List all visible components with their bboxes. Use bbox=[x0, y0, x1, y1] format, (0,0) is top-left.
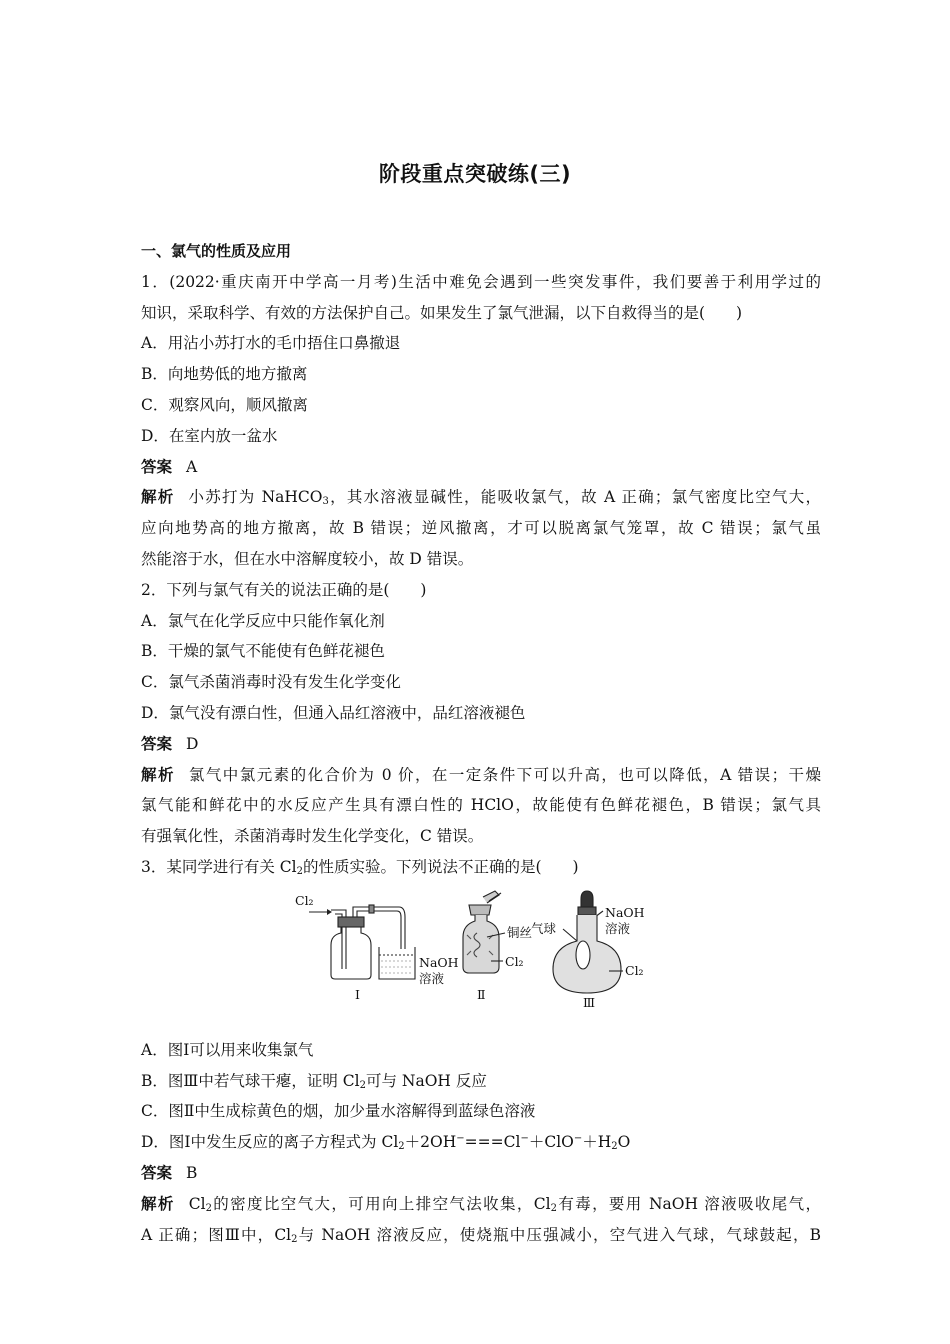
q1-stem-line1: 1．(2022·重庆南开中学高一月考)生活中难免会遇到一些突发事件，我们要善于利用学过的 bbox=[141, 272, 821, 291]
q2-option-a: A．氯气在化学反应中只能作氧化剂 bbox=[141, 611, 385, 630]
q2-analysis-line1: 解析 氯气中氯元素的化合价为 0 价，在一定条件下可以升高，也可以降低，A 错误；干燥 bbox=[141, 765, 821, 784]
q1-option-a: A．用沾小苏打水的毛巾捂住口鼻撤退 bbox=[141, 334, 401, 353]
cl2-inlet-label: Cl₂ bbox=[295, 892, 314, 908]
q1-analysis-line2: 应向地势高的地方撤离，故 B 错误；逆风撤离，才可以脱离氯气笼罩，故 C 错误；氯气虽 bbox=[141, 519, 821, 538]
q2-option-d: D．氯气没有漂白性，但通入品红溶液中，品红溶液褪色 bbox=[141, 703, 526, 722]
q1-analysis-line1: 解析 小苏打为 NaHCO$_3$，其水溶液显碱性，能吸收氯气，故 A 正确；氯气密度比空气大， bbox=[141, 488, 821, 508]
q2-analysis-line2: 氯气能和鲜花中的水反应产生具有漂白性的 HClO，故能使有色鲜花褪色，B 错误；氯气具 bbox=[141, 796, 821, 815]
q1-option-c: C．观察风向，顺风撤离 bbox=[141, 395, 308, 414]
q2-option-c: C．氯气杀菌消毒时没有发生化学变化 bbox=[141, 673, 401, 692]
answer-value: B bbox=[186, 1163, 198, 1182]
balloon-label: 气球 bbox=[531, 920, 557, 936]
answer-value: D bbox=[186, 734, 199, 753]
analysis-label: 解析 bbox=[141, 1194, 175, 1213]
q3-stem: 3．某同学进行有关 $Cl_2$的性质实验。下列说法不正确的是( ) bbox=[141, 857, 579, 877]
answer-label: 答案 bbox=[141, 457, 173, 476]
document-body bbox=[141, 236, 821, 1250]
q3-option-d: D．图Ⅰ中发生反应的离子方程式为 $Cl_2+2OH^-===Cl^-+ClO^-+H_2O$ bbox=[141, 1133, 631, 1153]
answer-label: 答案 bbox=[141, 734, 173, 753]
analysis-label: 解析 bbox=[141, 765, 175, 784]
q3-analysis-line2: A 正确；图Ⅲ中，$Cl_2$与 NaOH 溶液反应，使烧瓶中压强减小，空气进入气球，气球鼓起，B bbox=[141, 1225, 821, 1245]
q2-analysis-line3: 有强氧化性，杀菌消毒时发生化学变化，C 错误。 bbox=[141, 827, 484, 846]
apparatus-i bbox=[309, 905, 415, 979]
q1-option-d: D．在室内放一盆水 bbox=[141, 426, 278, 445]
figure-label-iii: Ⅲ bbox=[583, 994, 596, 1010]
q3-analysis-line1: 解析 $Cl_2$的密度比空气大，可用向上排空气法收集，$Cl_2$有毒，要用 NaOH 溶液吸收尾气， bbox=[141, 1194, 821, 1214]
experiment-figure bbox=[141, 883, 821, 1035]
solution-label-i: 溶液 bbox=[419, 970, 445, 986]
q3-option-a: A．图Ⅰ可以用来收集氯气 bbox=[141, 1040, 314, 1059]
copper-wire-label: 铜丝 bbox=[507, 924, 533, 940]
q2-option-b: B．干燥的氯气不能使有色鲜花褪色 bbox=[141, 642, 385, 661]
q2-stem: 2．下列与氯气有关的说法正确的是( ) bbox=[141, 580, 427, 599]
cl2-label-ii: Cl₂ bbox=[505, 953, 524, 969]
section-heading: 一、氯气的性质及应用 bbox=[141, 242, 292, 260]
q3-option-b: B．图Ⅲ中若气球干瘪，证明 $Cl_2$可与 NaOH 反应 bbox=[141, 1071, 487, 1091]
solution-label-iii: 溶液 bbox=[605, 920, 631, 936]
naoh-label-iii: NaOH bbox=[605, 904, 645, 920]
q1-analysis-line3: 然能溶于水，但在水中溶解度较小，故 D 错误。 bbox=[141, 549, 474, 568]
analysis-label: 解析 bbox=[141, 488, 175, 507]
answer-label: 答案 bbox=[141, 1163, 173, 1182]
q1-stem-line2: 知识，采取科学、有效的方法保护自己。如果发生了氯气泄漏，以下自救得当的是( ) bbox=[141, 303, 743, 322]
q3-option-c: C．图Ⅱ中生成棕黄色的烟，加少量水溶解得到蓝绿色溶液 bbox=[141, 1102, 536, 1121]
answer-value: A bbox=[186, 457, 198, 476]
apparatus-diagram bbox=[291, 889, 671, 1029]
figure-label-i: Ⅰ bbox=[355, 986, 360, 1002]
q1-option-b: B．向地势低的地方撤离 bbox=[141, 365, 308, 384]
figure-label-ii: Ⅱ bbox=[477, 986, 486, 1002]
q2-answer bbox=[141, 729, 821, 760]
apparatus-ii bbox=[463, 891, 505, 973]
q1-answer bbox=[141, 452, 821, 483]
q3-answer bbox=[141, 1158, 821, 1189]
naoh-label-i: NaOH bbox=[419, 954, 459, 970]
page-title: 阶段重点突破练(三) bbox=[378, 162, 572, 186]
cl2-label-iii: Cl₂ bbox=[625, 962, 644, 978]
